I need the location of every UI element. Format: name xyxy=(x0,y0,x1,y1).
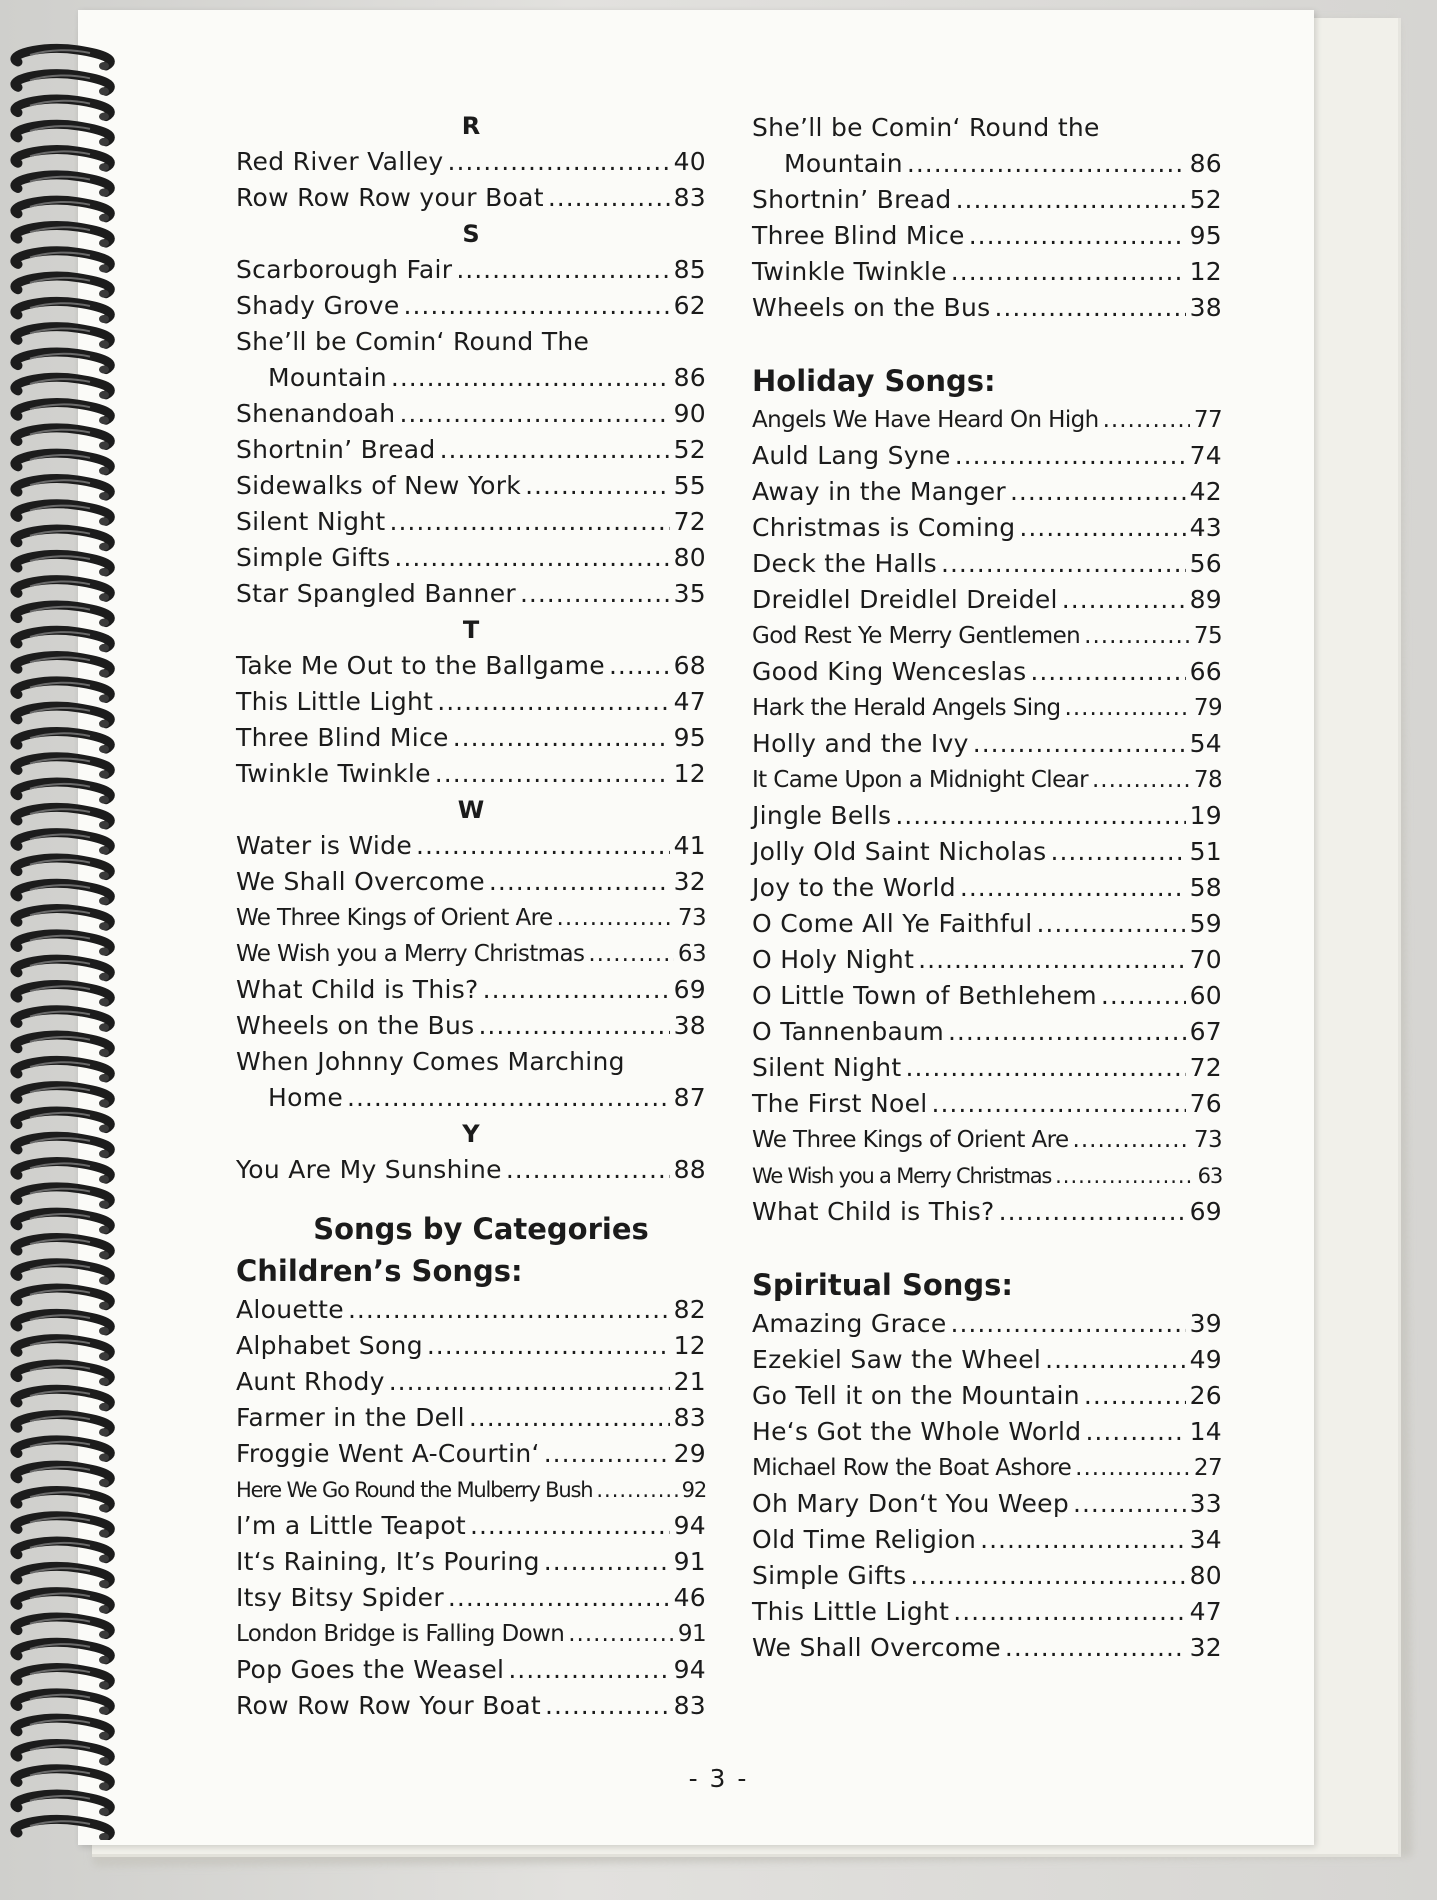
punch-hole xyxy=(99,87,109,95)
punch-hole xyxy=(99,948,109,956)
punch-hole xyxy=(99,1125,109,1133)
punch-hole xyxy=(99,239,109,247)
punch-hole xyxy=(99,113,109,121)
index-entry: Scarborough Fair ..... 85 xyxy=(236,252,706,288)
punch-hole xyxy=(99,568,109,576)
index-entry: Three Blind Mice ..... 95 xyxy=(236,720,706,756)
index-entry: Twinkle Twinkle ..... 12 xyxy=(236,756,706,792)
index-entry: We Wish you a Merry Christmas ..... 63 xyxy=(752,1158,1222,1194)
punch-hole xyxy=(99,1428,109,1436)
index-entry: Itsy Bitsy Spider ..... 46 xyxy=(236,1580,706,1616)
punch-hole xyxy=(99,340,109,348)
letter-heading-y: Y xyxy=(462,1120,480,1148)
index-entry: Pop Goes the Weasel ..... 94 xyxy=(236,1652,706,1688)
index-entry: O Tannenbaum ..... 67 xyxy=(752,1014,1222,1050)
punch-hole xyxy=(99,391,109,399)
index-entry: We Shall Overcome ..... 32 xyxy=(236,864,706,900)
punch-hole xyxy=(99,1074,109,1082)
index-entry-first-line: She’ll be Comin‘ Round The xyxy=(236,327,590,356)
punch-hole xyxy=(99,695,109,703)
index-entry: Joy to the World ..... 58 xyxy=(752,870,1222,906)
index-entry: Sidewalks of New York ..... 55 xyxy=(236,468,706,504)
punch-hole xyxy=(99,1504,109,1512)
punch-hole xyxy=(99,1201,109,1209)
spiritual-songs-heading: Spiritual Songs: xyxy=(752,1268,1014,1302)
index-entry: O Holy Night ..... 70 xyxy=(752,942,1222,978)
index-entry: We Shall Overcome ..... 32 xyxy=(752,1630,1222,1666)
punch-hole xyxy=(99,189,109,197)
index-entry: Christmas is Coming ..... 43 xyxy=(752,510,1222,546)
punch-hole xyxy=(99,1732,109,1740)
index-entry: Simple Gifts ..... 80 xyxy=(752,1558,1222,1594)
punch-hole xyxy=(99,1251,109,1259)
punch-hole xyxy=(99,543,109,551)
index-entry: Alouette ..... 82 xyxy=(236,1292,706,1328)
index-entry: Jolly Old Saint Nicholas ..... 51 xyxy=(752,834,1222,870)
punch-hole xyxy=(99,1529,109,1537)
index-entry: I’m a Little Teapot ..... 94 xyxy=(236,1508,706,1544)
index-entry: God Rest Ye Merry Gentlemen ..... 75 xyxy=(752,618,1222,654)
index-entry: Shortnin’ Bread ..... 52 xyxy=(236,432,706,468)
index-entry: Old Time Religion ..... 34 xyxy=(752,1522,1222,1558)
punch-hole xyxy=(99,1454,109,1462)
punch-hole xyxy=(99,796,109,804)
punch-hole xyxy=(99,290,109,298)
punch-hole xyxy=(99,1023,109,1031)
index-entry: It‘s Raining, It’s Pouring ..... 91 xyxy=(236,1544,706,1580)
punch-hole xyxy=(99,745,109,753)
index-left-column xyxy=(236,108,706,1724)
punch-hole xyxy=(99,720,109,728)
punch-hole xyxy=(99,1352,109,1360)
punch-hole xyxy=(99,442,109,450)
index-entry: Farmer in the Dell ..... 83 xyxy=(236,1400,706,1436)
index-entry: The First Noel ..... 76 xyxy=(752,1086,1222,1122)
index-entry: Go Tell it on the Mountain ..... 26 xyxy=(752,1378,1222,1414)
index-entry-first-line: She’ll be Comin‘ Round the xyxy=(752,113,1100,142)
punch-hole xyxy=(99,517,109,525)
punch-hole xyxy=(99,264,109,272)
index-entry: Auld Lang Syne ..... 74 xyxy=(752,438,1222,474)
index-entry: Hark the Herald Angels Sing ..... 79 xyxy=(752,690,1222,726)
holiday-songs-heading: Holiday Songs: xyxy=(752,364,996,398)
index-entry: Dreidlel Dreidlel Dreidel ..... 89 xyxy=(752,582,1222,618)
index-entry: This Little Light ..... 47 xyxy=(752,1594,1222,1630)
index-entry: Away in the Manger ..... 42 xyxy=(752,474,1222,510)
index-entry: Shortnin’ Bread ..... 52 xyxy=(752,182,1222,218)
index-entry-continuation: Mountain ..... 86 xyxy=(236,360,706,396)
punch-hole xyxy=(99,214,109,222)
punch-hole xyxy=(99,315,109,323)
punch-hole xyxy=(99,1681,109,1689)
punch-hole xyxy=(99,62,109,70)
punch-hole xyxy=(99,1099,109,1107)
index-entry: Froggie Went A-Courtin‘ ..... 29 xyxy=(236,1436,706,1472)
index-right-column xyxy=(752,110,1222,1666)
index-entry: Wheels on the Bus ..... 38 xyxy=(752,290,1222,326)
index-entry: Angels We Have Heard On High ..... 77 xyxy=(752,402,1222,438)
page-number: - 3 - xyxy=(688,1764,749,1793)
index-entry: London Bridge is Falling Down ..... 91 xyxy=(236,1616,706,1652)
index-entry: Jingle Bells ..... 19 xyxy=(752,798,1222,834)
index-entry: It Came Upon a Midnight Clear ..... 78 xyxy=(752,762,1222,798)
index-entry: Row Row Row Your Boat ..... 83 xyxy=(236,1688,706,1724)
index-entry: What Child is This? ..... 69 xyxy=(752,1194,1222,1230)
punch-hole xyxy=(99,492,109,500)
punch-hole xyxy=(99,1403,109,1411)
punch-hole xyxy=(99,1276,109,1284)
index-entry: Simple Gifts ..... 80 xyxy=(236,540,706,576)
punch-hole xyxy=(99,416,109,424)
letter-heading-r: R xyxy=(461,112,481,140)
index-entry: Deck the Halls ..... 56 xyxy=(752,546,1222,582)
index-entry: Shady Grove ..... 62 xyxy=(236,288,706,324)
index-entry: We Three Kings of Orient Are ..... 73 xyxy=(236,900,706,936)
punch-hole xyxy=(99,821,109,829)
punch-hole xyxy=(99,619,109,627)
punch-hole xyxy=(99,1580,109,1588)
index-entry: Twinkle Twinkle ..... 12 xyxy=(752,254,1222,290)
categories-heading: Songs by Categories xyxy=(313,1212,649,1246)
punch-hole xyxy=(99,770,109,778)
punch-hole xyxy=(99,1327,109,1335)
index-entry: Here We Go Round the Mulberry Bush ..... 92 xyxy=(236,1472,706,1508)
index-entry: Oh Mary Don‘t You Weep ..... 33 xyxy=(752,1486,1222,1522)
punch-hole xyxy=(99,1049,109,1057)
punch-hole xyxy=(99,644,109,652)
index-entry: Amazing Grace ..... 39 xyxy=(752,1306,1222,1342)
punch-hole xyxy=(99,669,109,677)
index-entry: Silent Night ..... 72 xyxy=(752,1050,1222,1086)
index-entry: Good King Wenceslas ..... 66 xyxy=(752,654,1222,690)
punch-hole xyxy=(99,1302,109,1310)
index-entry: Aunt Rhody ..... 21 xyxy=(236,1364,706,1400)
index-entry: Shenandoah ..... 90 xyxy=(236,396,706,432)
index-entry: Ezekiel Saw the Wheel ..... 49 xyxy=(752,1342,1222,1378)
index-entry: Water is Wide ..... 41 xyxy=(236,828,706,864)
index-entry-continuation: Home ..... 87 xyxy=(236,1080,706,1116)
index-entry: Alphabet Song ..... 12 xyxy=(236,1328,706,1364)
punch-hole xyxy=(99,593,109,601)
index-entry-first-line: When Johnny Comes Marching xyxy=(236,1047,625,1076)
index-entry: Red River Valley ..... 40 xyxy=(236,144,706,180)
index-entry: He‘s Got the Whole World ..... 14 xyxy=(752,1414,1222,1450)
index-entry: What Child is This? ..... 69 xyxy=(236,972,706,1008)
punch-hole xyxy=(99,998,109,1006)
index-entry: You Are My Sunshine ..... 88 xyxy=(236,1152,706,1188)
punch-hole xyxy=(99,1150,109,1158)
childrens-songs-heading: Children’s Songs: xyxy=(236,1254,523,1288)
punch-hole xyxy=(99,872,109,880)
index-entry: Star Spangled Banner ..... 35 xyxy=(236,576,706,612)
spiral-binding-icon xyxy=(0,40,130,1840)
index-entry: Three Blind Mice ..... 95 xyxy=(752,218,1222,254)
punch-hole xyxy=(99,1631,109,1639)
punch-hole xyxy=(99,846,109,854)
punch-hole xyxy=(99,467,109,475)
index-entry: Holly and the Ivy ..... 54 xyxy=(752,726,1222,762)
punch-hole xyxy=(99,1479,109,1487)
index-entry: We Three Kings of Orient Are ..... 73 xyxy=(752,1122,1222,1158)
punch-hole xyxy=(99,922,109,930)
punch-hole xyxy=(99,1555,109,1563)
punch-hole xyxy=(99,138,109,146)
index-entry: Wheels on the Bus ..... 38 xyxy=(236,1008,706,1044)
index-entry-continuation: Mountain ..... 86 xyxy=(752,146,1222,182)
index-entry: Take Me Out to the Ballgame ..... 68 xyxy=(236,648,706,684)
punch-hole xyxy=(99,1605,109,1613)
index-entry: Michael Row the Boat Ashore ..... 27 xyxy=(752,1450,1222,1486)
index-entry: O Come All Ye Faithful ..... 59 xyxy=(752,906,1222,942)
index-entry: This Little Light ..... 47 xyxy=(236,684,706,720)
punch-hole xyxy=(99,973,109,981)
index-entry: O Little Town of Bethlehem ..... 60 xyxy=(752,978,1222,1014)
index-entry: Silent Night ..... 72 xyxy=(236,504,706,540)
punch-hole xyxy=(99,366,109,374)
punch-hole xyxy=(99,1226,109,1234)
punch-hole xyxy=(99,1808,109,1816)
letter-heading-s: S xyxy=(462,220,480,248)
punch-hole xyxy=(99,897,109,905)
punch-hole xyxy=(99,1656,109,1664)
punch-hole xyxy=(99,163,109,171)
letter-heading-t: T xyxy=(462,616,480,644)
punch-hole xyxy=(99,1707,109,1715)
punch-hole xyxy=(99,1378,109,1386)
letter-heading-w: W xyxy=(457,796,485,824)
punch-hole xyxy=(99,1175,109,1183)
index-entry: Row Row Row your Boat ..... 83 xyxy=(236,180,706,216)
index-entry: We Wish you a Merry Christmas ..... 63 xyxy=(236,936,706,972)
